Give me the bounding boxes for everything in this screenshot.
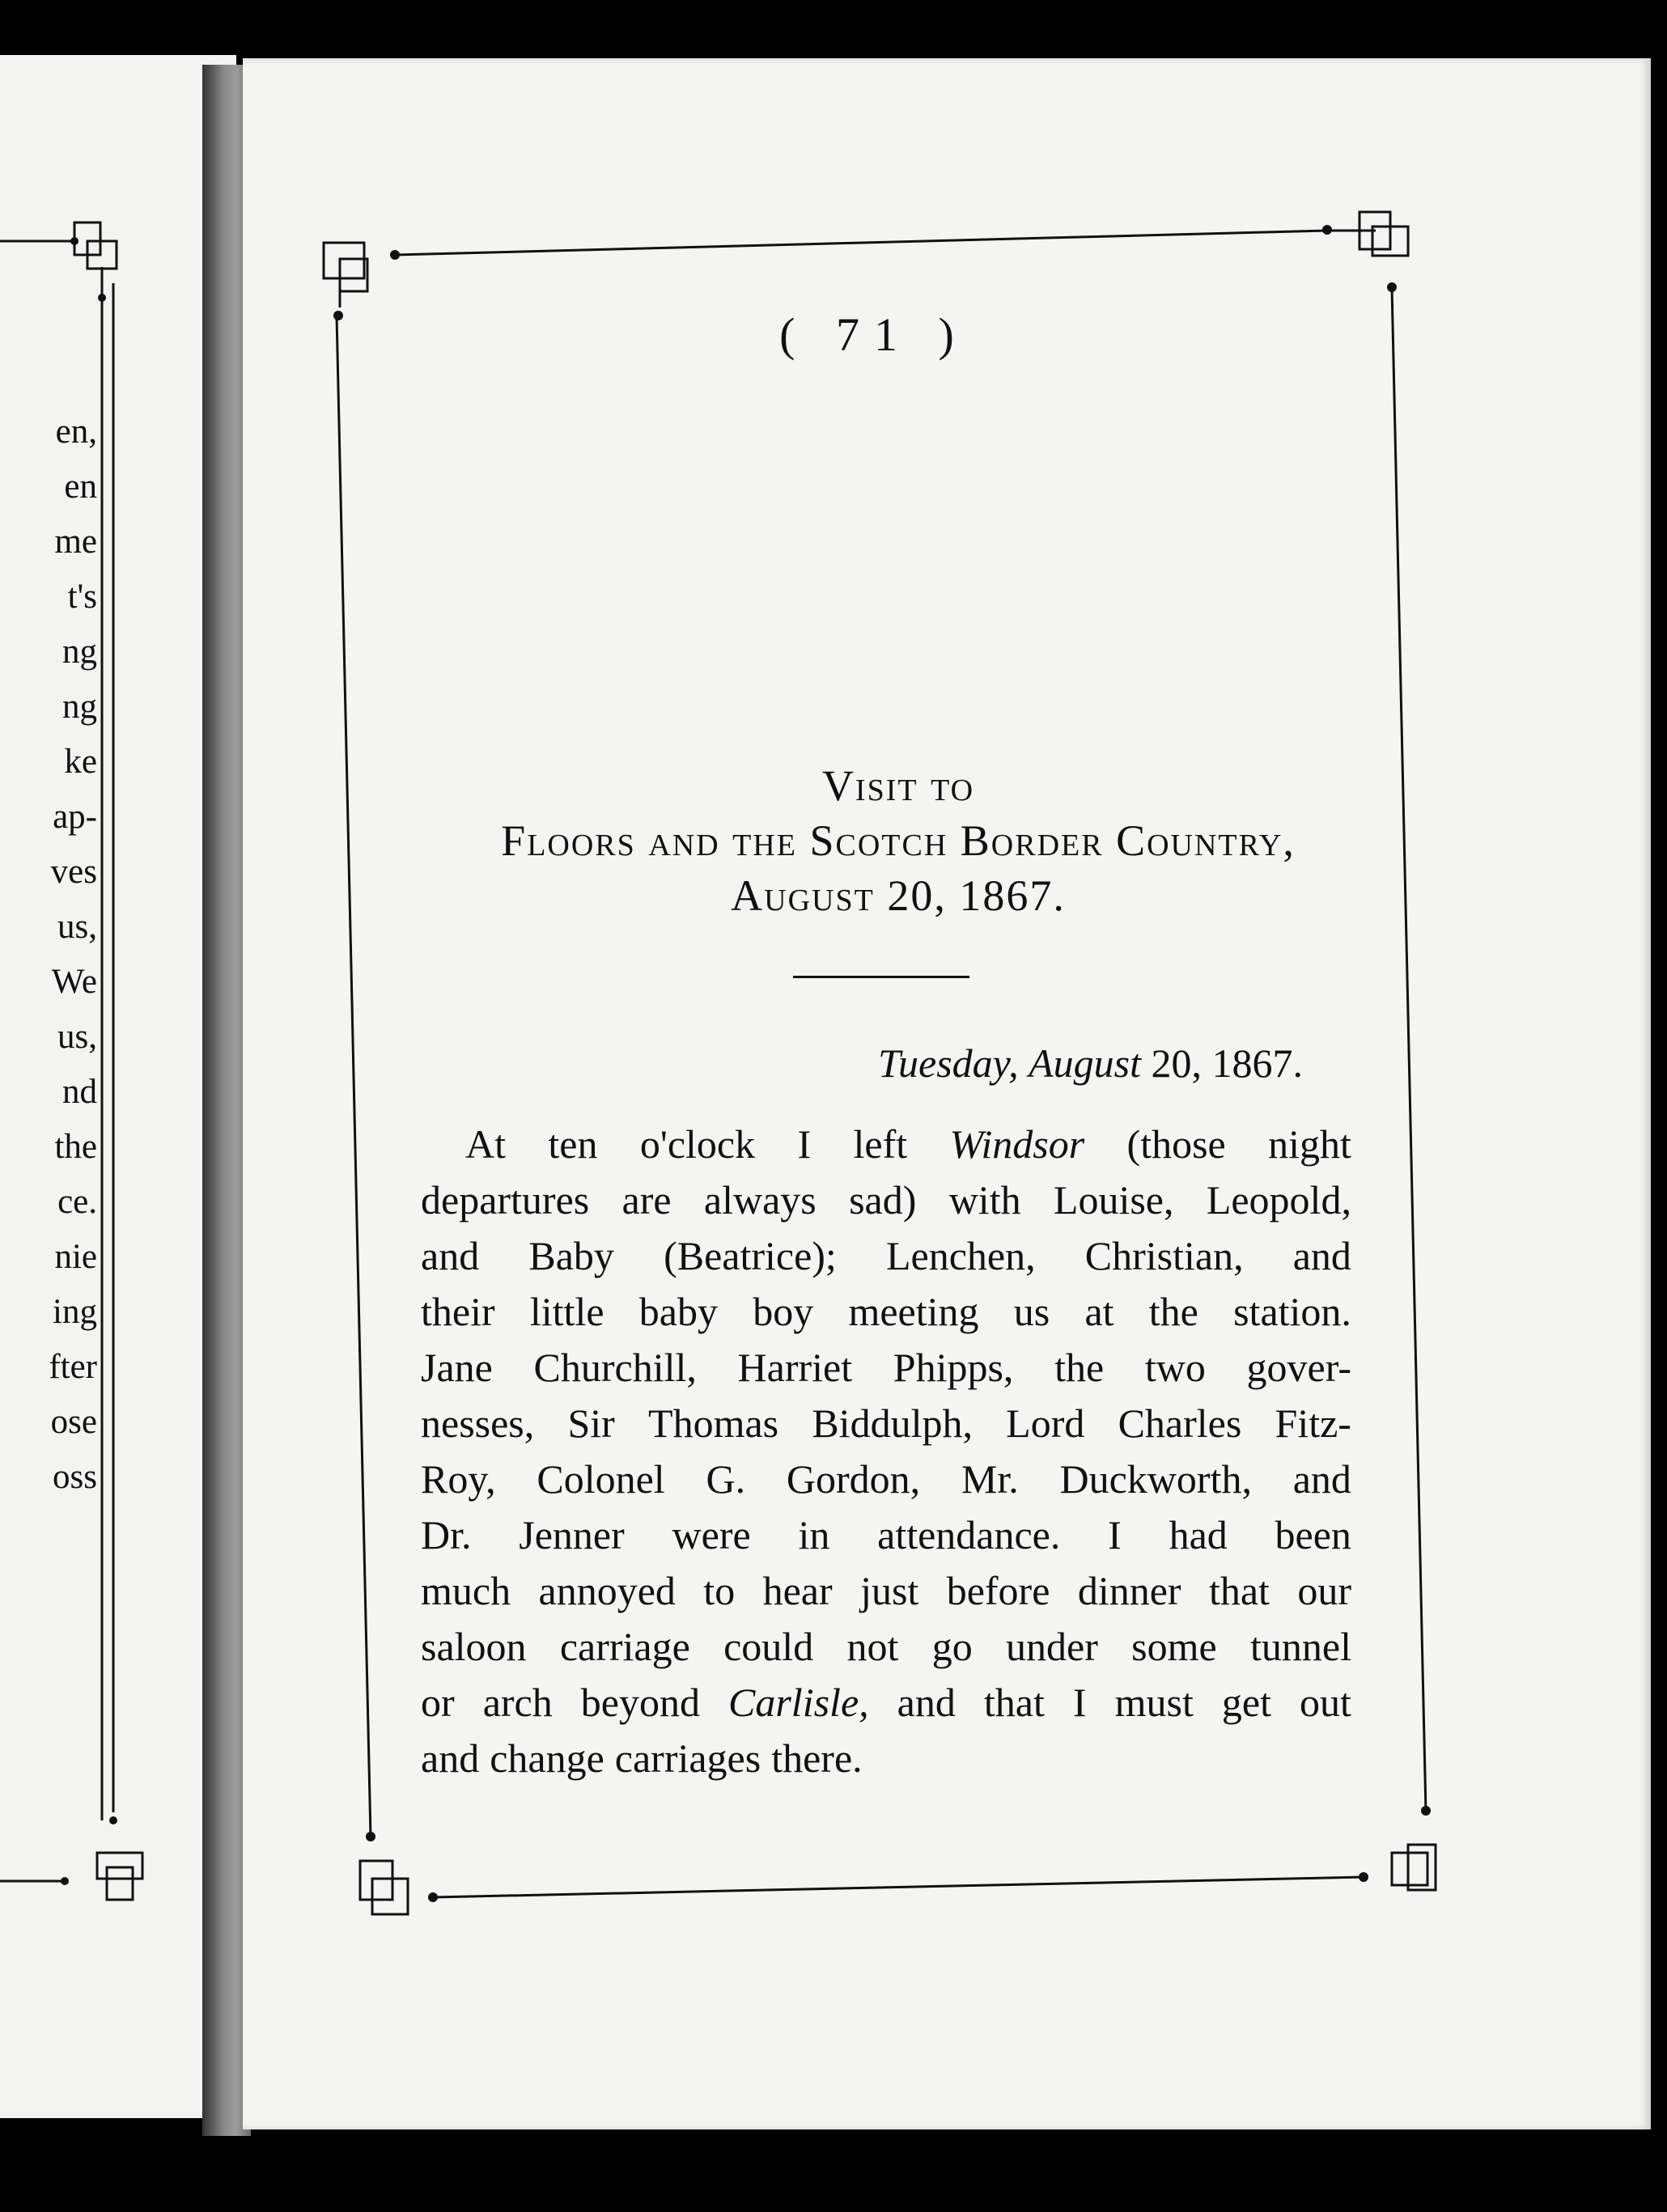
body-line: Dr. Jenner were in attendance. I had been — [421, 1512, 1351, 1557]
body-line: At ten o'clock I left Windsor (those night — [421, 1117, 1351, 1172]
title-divider — [793, 976, 969, 978]
left-fragment: ose — [50, 1403, 97, 1441]
chapter-title-line-1: Visit to — [821, 761, 975, 810]
left-fragment: ng — [62, 633, 97, 671]
left-fragment: en, — [55, 413, 97, 451]
left-fragment: me — [54, 523, 97, 561]
body-line: and Baby (Beatrice); Lenchen, Christian, and — [421, 1233, 1351, 1278]
left-fragment: nd — [62, 1073, 97, 1111]
left-fragment: t's — [67, 578, 97, 616]
page-number: ( 71 ) — [779, 308, 969, 361]
body-line: departures are always sad) with Louise, Leopold, — [421, 1177, 1351, 1223]
body-line: nesses, Sir Thomas Biddulph, Lord Charles Fitz- — [421, 1401, 1351, 1446]
left-fragment: ap- — [53, 798, 97, 836]
left-fragment: ng — [62, 688, 97, 726]
place-name: Carlisle, — [728, 1680, 869, 1725]
body-line: much annoyed to hear just before dinner that our — [421, 1568, 1351, 1613]
left-fragment: We — [51, 963, 97, 1001]
left-fragment: ke — [64, 743, 97, 781]
left-fragment: ing — [53, 1293, 97, 1331]
left-fragment: nie — [54, 1238, 97, 1276]
dateline-month: August — [1029, 1040, 1141, 1086]
left-fragment: ce. — [57, 1183, 97, 1221]
body-line: or arch beyond Carlisle, and that I must get out — [421, 1675, 1351, 1731]
body-line: saloon carriage could not go under some tunnel — [421, 1624, 1351, 1669]
left-fragment: en — [64, 468, 97, 506]
left-fragment: the — [54, 1128, 97, 1166]
left-fragment: ves — [50, 853, 97, 891]
place-name: Windsor — [949, 1121, 1085, 1167]
chapter-title-line-2: Floors and the Scotch Border Country, — [501, 816, 1296, 865]
body-line: and change carriages there. — [421, 1735, 863, 1781]
left-fragment: oss — [53, 1458, 97, 1496]
left-fragment: us, — [57, 908, 97, 946]
left-fragment: us, — [57, 1018, 97, 1056]
left-fragment: fter — [49, 1348, 97, 1386]
chapter-title-line-3: August 20, 1867. — [731, 871, 1066, 920]
dateline-rest: 20, 1867. — [1151, 1040, 1303, 1086]
body-text — [421, 1117, 1351, 1786]
body-line: Jane Churchill, Harriet Phipps, the two gover- — [421, 1345, 1351, 1390]
entry-dateline — [728, 1040, 1303, 1087]
body-line: Roy, Colonel G. Gordon, Mr. Duckworth, and — [421, 1456, 1351, 1502]
body-line: their little baby boy meeting us at the station. — [421, 1289, 1351, 1334]
dateline-day: Tuesday, — [877, 1040, 1019, 1086]
